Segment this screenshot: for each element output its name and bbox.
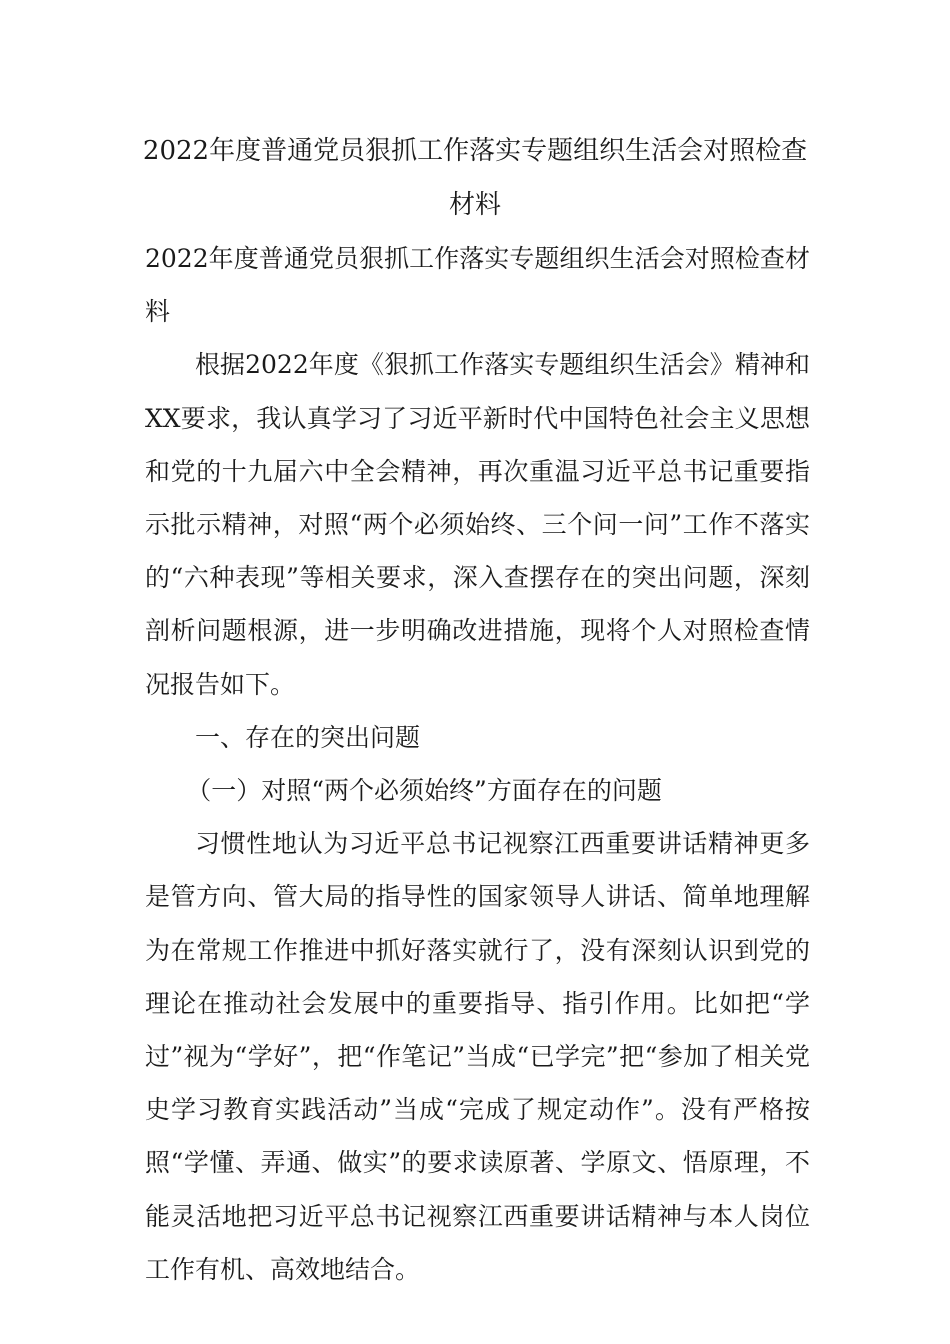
subsection-heading: （一）对照“两个必须始终”方面存在的问题	[186, 776, 662, 806]
body-paragraph: 习惯性地认为习近平总书记视察江西重要讲话精神更多是管方向、管大局的指导性的国家领导人讲话、简单地理解为在常规工作推进中抓好落实就行了，没有深刻认识到党的理论在推动社会发展中的重要指导、指引作用。比如把“学过”视为“学好”，把“作笔记”当成“已学完”把“参加了相关党史学习教育实践活动”当成“完成了规定动作”。没有严格按照“学懂、弄通、做实”的要求读原著、学原文、悟原理，不能灵活地把习近平总书记视察江西重要讲话精神与本人岗位工作有机、高效地结合。	[145, 829, 810, 1284]
document-title: 2022年度普通党员狠抓工作落实专题组织生活会对照检查材料	[142, 136, 808, 220]
section-heading: 一、存在的突出问题	[195, 722, 421, 752]
title-repeat: 2022年度普通党员狠抓工作落实专题组织生活会对照检查材料	[145, 244, 810, 327]
intro-paragraph: 根据2022年度《狠抓工作落实专题组织生活会》精神和XX要求，我认真学习了习近平新时代中国特色社会主义思想和党的十九届六中全会精神，再次重温习近平总书记重要指示批示精神，对照“两个必须始终、三个问一问”工作不落实的“六种表现”等相关要求，深入查摆存在的突出问题，深刻剖析问题根源，进一步明确改进措施，现将个人对照检查情况报告如下。	[145, 350, 810, 699]
document-body	[145, 232, 810, 1296]
